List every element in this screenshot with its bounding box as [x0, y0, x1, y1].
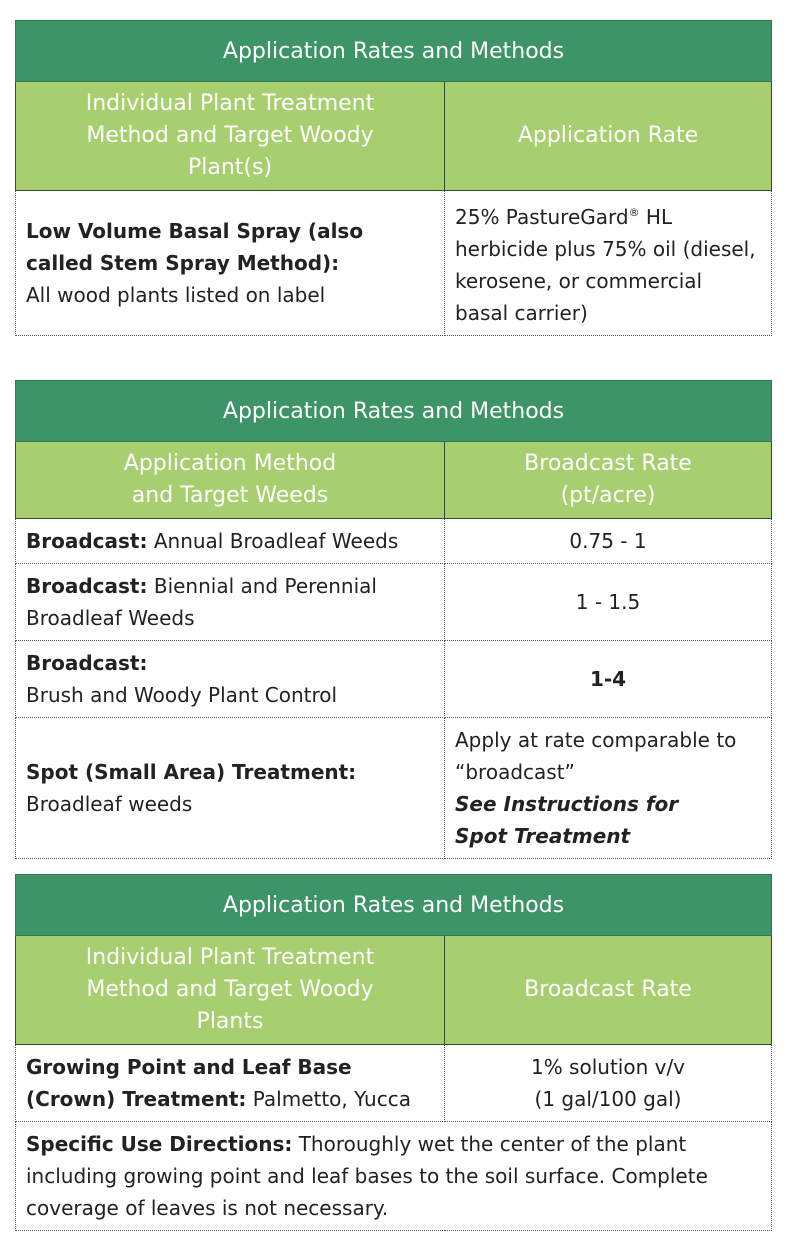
method-cell: [16, 191, 445, 336]
column-header-rate: Application Rate: [445, 82, 772, 191]
method-cell: [16, 564, 445, 641]
method-cell: [16, 718, 445, 859]
application-rates-table-2: [15, 380, 772, 859]
column-header-method: Individual Plant Treatment Method and Target Woody Plants: [16, 936, 445, 1045]
method-name: Spot (Small Area) Treatment:: [26, 760, 357, 784]
method-target: All wood plants listed on label: [26, 283, 326, 307]
table-title: Application Rates and Methods: [16, 381, 772, 442]
rate-cell: [445, 191, 772, 336]
rate-line-2: (1 gal/100 gal): [534, 1087, 682, 1111]
rate-note: See Instructions for Spot Treatment: [455, 792, 679, 848]
method-name: Low Volume Basal Spray (also called Stem Spray Method):: [26, 219, 364, 275]
method-name: Growing Point and Leaf Base (Crown) Treatment:: [26, 1055, 352, 1111]
table-title: Application Rates and Methods: [16, 875, 772, 936]
application-rates-table-1: [15, 20, 772, 336]
rate-text-end: HL herbicide plus 75% oil (diesel, kerosene, or commercial basal carrier): [455, 205, 756, 325]
directions-label: Specific Use Directions:: [26, 1132, 293, 1156]
rate-cell: [445, 1045, 772, 1122]
application-rates-table-3: [15, 874, 772, 1231]
table-title: Application Rates and Methods: [16, 21, 772, 82]
column-header-method: Individual Plant Treatment Method and Target Woody Plant(s): [16, 82, 445, 191]
method-target: Annual Broadleaf Weeds: [147, 529, 399, 553]
column-header-rate: Broadcast Rate: [445, 936, 772, 1045]
rate-text: Apply at rate comparable to “broadcast”: [455, 728, 737, 784]
method-cell: [16, 641, 445, 718]
method-target: Brush and Woody Plant Control: [26, 683, 338, 707]
method-name: Broadcast:: [26, 651, 148, 675]
rate-cell: [445, 718, 772, 859]
method-target: Broadleaf weeds: [26, 792, 193, 816]
rate-value: 1 - 1.5: [445, 564, 772, 641]
column-header-method: Application Method and Target Weeds: [16, 442, 445, 519]
registered-mark: ®: [628, 206, 640, 219]
method-cell: [16, 519, 445, 564]
rate-value: 1-4: [445, 641, 772, 718]
rate-text-start: 25% PastureGard: [455, 205, 629, 229]
specific-use-directions: [16, 1122, 772, 1231]
method-target: Biennial and Perennial Broadleaf Weeds: [26, 574, 377, 630]
method-name: Broadcast:: [26, 529, 148, 553]
column-header-rate: Broadcast Rate (pt/acre): [445, 442, 772, 519]
rate-line-1: 1% solution v/v: [530, 1055, 686, 1079]
method-name: Broadcast:: [26, 574, 148, 598]
directions-text: Thoroughly wet the center of the plant including growing point and leaf bases to the soil surface. Complete coverage of leaves is not necessary.: [26, 1132, 708, 1220]
rate-value: 0.75 - 1: [445, 519, 772, 564]
method-target: Palmetto, Yucca: [246, 1087, 411, 1111]
method-cell: [16, 1045, 445, 1122]
